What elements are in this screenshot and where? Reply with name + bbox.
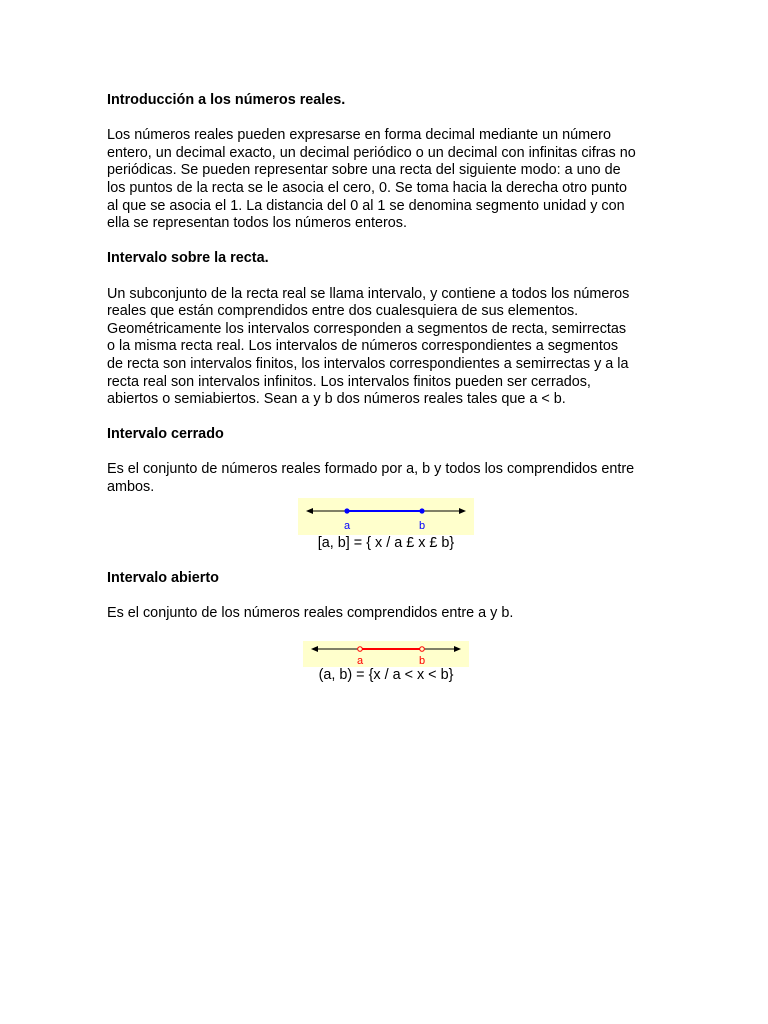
paragraph-line: o la misma recta real. Los intervalos de números correspondientes a segmentos	[107, 338, 619, 355]
open-interval-number-line	[303, 641, 469, 667]
paragraph-closed	[107, 461, 665, 496]
closed-interval-caption: [a, b] = { x / a £ x £ b}	[317, 534, 455, 551]
paragraph-line: Es el conjunto de los números reales comprendidos entre a y b.	[107, 605, 514, 622]
section-title-interval: Intervalo sobre la recta.	[107, 250, 269, 267]
section-title-intro: Introducción a los números reales.	[107, 92, 346, 108]
arrow-left-icon	[306, 508, 313, 514]
paragraph-line: Los números reales pueden expresarse en forma decimal mediante un número	[107, 127, 611, 144]
paragraph-line: de recta son intervalos finitos, los intervalos correspondientes a semirrectas y a la	[107, 355, 629, 372]
paragraph-open	[107, 605, 665, 623]
endpoint-a-closed	[344, 508, 349, 513]
paragraph-line: Geométricamente los intervalos corresponden a segmentos de recta, semirrectas	[107, 320, 627, 337]
closed-interval-figure	[107, 497, 665, 553]
paragraph-line: Un subconjunto de la recta real se llama intervalo, y contiene a todos los números	[107, 285, 630, 302]
section-title-open: Intervalo abierto	[107, 569, 219, 586]
paragraph-line: los puntos de la recta se le asocia el cero, 0. Se toma hacia la derecha otro punto	[107, 179, 627, 196]
section-title-closed: Intervalo cerrado	[107, 426, 224, 443]
endpoint-b-open	[420, 647, 425, 652]
paragraph-line: recta real son intervalos infinitos. Los intervalos finitos pueden ser cerrados,	[107, 373, 591, 390]
label-a: a	[356, 655, 364, 668]
paragraph-interval	[107, 286, 665, 409]
open-interval-figure	[107, 640, 665, 685]
document-page	[107, 92, 665, 685]
paragraph-line: Es el conjunto de números reales formado por a, b y todos los comprendidos entre	[107, 461, 635, 478]
arrow-left-icon	[311, 646, 318, 652]
paragraph-line: al que se asocia el 1. La distancia del 0 al 1 se denomina segmento unidad y con	[107, 197, 625, 214]
paragraph-line: ella se representan todos los números enteros.	[107, 215, 407, 232]
label-a: a	[343, 519, 351, 532]
paragraph-line: entero, un decimal exacto, un decimal periódico o un decimal con infinitas cifras no	[107, 144, 636, 161]
paragraph-line: ambos.	[107, 479, 155, 496]
label-b: b	[418, 519, 426, 532]
arrow-right-icon	[459, 508, 466, 514]
endpoint-b-closed	[419, 508, 424, 513]
paragraph-intro	[107, 127, 665, 233]
endpoint-a-open	[358, 647, 363, 652]
label-b: b	[418, 655, 426, 668]
open-interval-caption: (a, b) = {x / a < x < b}	[318, 667, 454, 684]
paragraph-line: periódicas. Se pueden representar sobre una recta del siguiente modo: a uno de	[107, 162, 621, 179]
arrow-right-icon	[454, 646, 461, 652]
paragraph-line: abiertos o semiabiertos. Sean a y b dos números reales tales que a < b.	[107, 391, 566, 408]
paragraph-line: reales que están comprendidos entre dos cualesquiera de sus elementos.	[107, 303, 579, 320]
closed-interval-number-line	[298, 498, 474, 535]
